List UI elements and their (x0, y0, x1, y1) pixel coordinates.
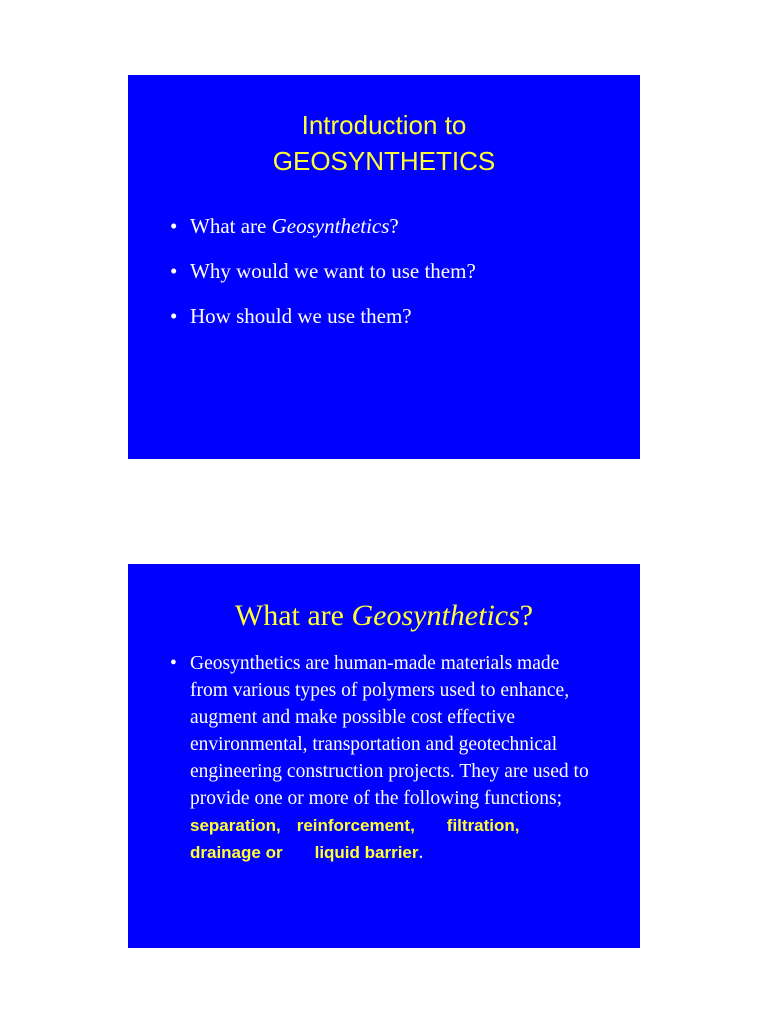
slide-2 (128, 564, 640, 948)
bullet-item (168, 211, 620, 256)
body-text: Geosynthetics are human-made materials made from various types of polymers used to enhance, augment and make possible cost effective environmental, transportation and geotechnical engineering construction projects. They are used to provide one or more of the following functions; (190, 653, 589, 809)
bullet-text: How should we use them? (190, 304, 412, 328)
bullet-item (168, 301, 620, 346)
function-filtration: filtration, (446, 816, 520, 835)
slide-2-body (168, 650, 600, 866)
function-drainage: drainage or (190, 843, 283, 862)
bullet-item (168, 256, 620, 301)
title-line-1: Introduction to (301, 110, 467, 140)
title-emphasis: Geosynthetics (351, 599, 520, 632)
title-text: What are (234, 599, 352, 632)
function-separation: separation, (190, 816, 281, 835)
bullet-text: What are (190, 214, 272, 238)
bullet-text-end: ? (389, 214, 399, 238)
slide-2-title (128, 596, 640, 636)
title-text-end: ? (519, 599, 534, 632)
body-end-punctuation: . (418, 842, 424, 863)
function-liquid-barrier: liquid barrier (314, 843, 419, 862)
slide-1-bullet-list (168, 211, 620, 346)
bullet-emphasis: Geosynthetics (271, 214, 390, 238)
bullet-text: Why would we want to use them? (190, 259, 476, 283)
function-reinforcement: reinforcement, (296, 816, 415, 835)
slide-1 (128, 75, 640, 459)
slide-1-title (128, 107, 640, 179)
title-line-2: GEOSYNTHETICS (272, 146, 496, 176)
